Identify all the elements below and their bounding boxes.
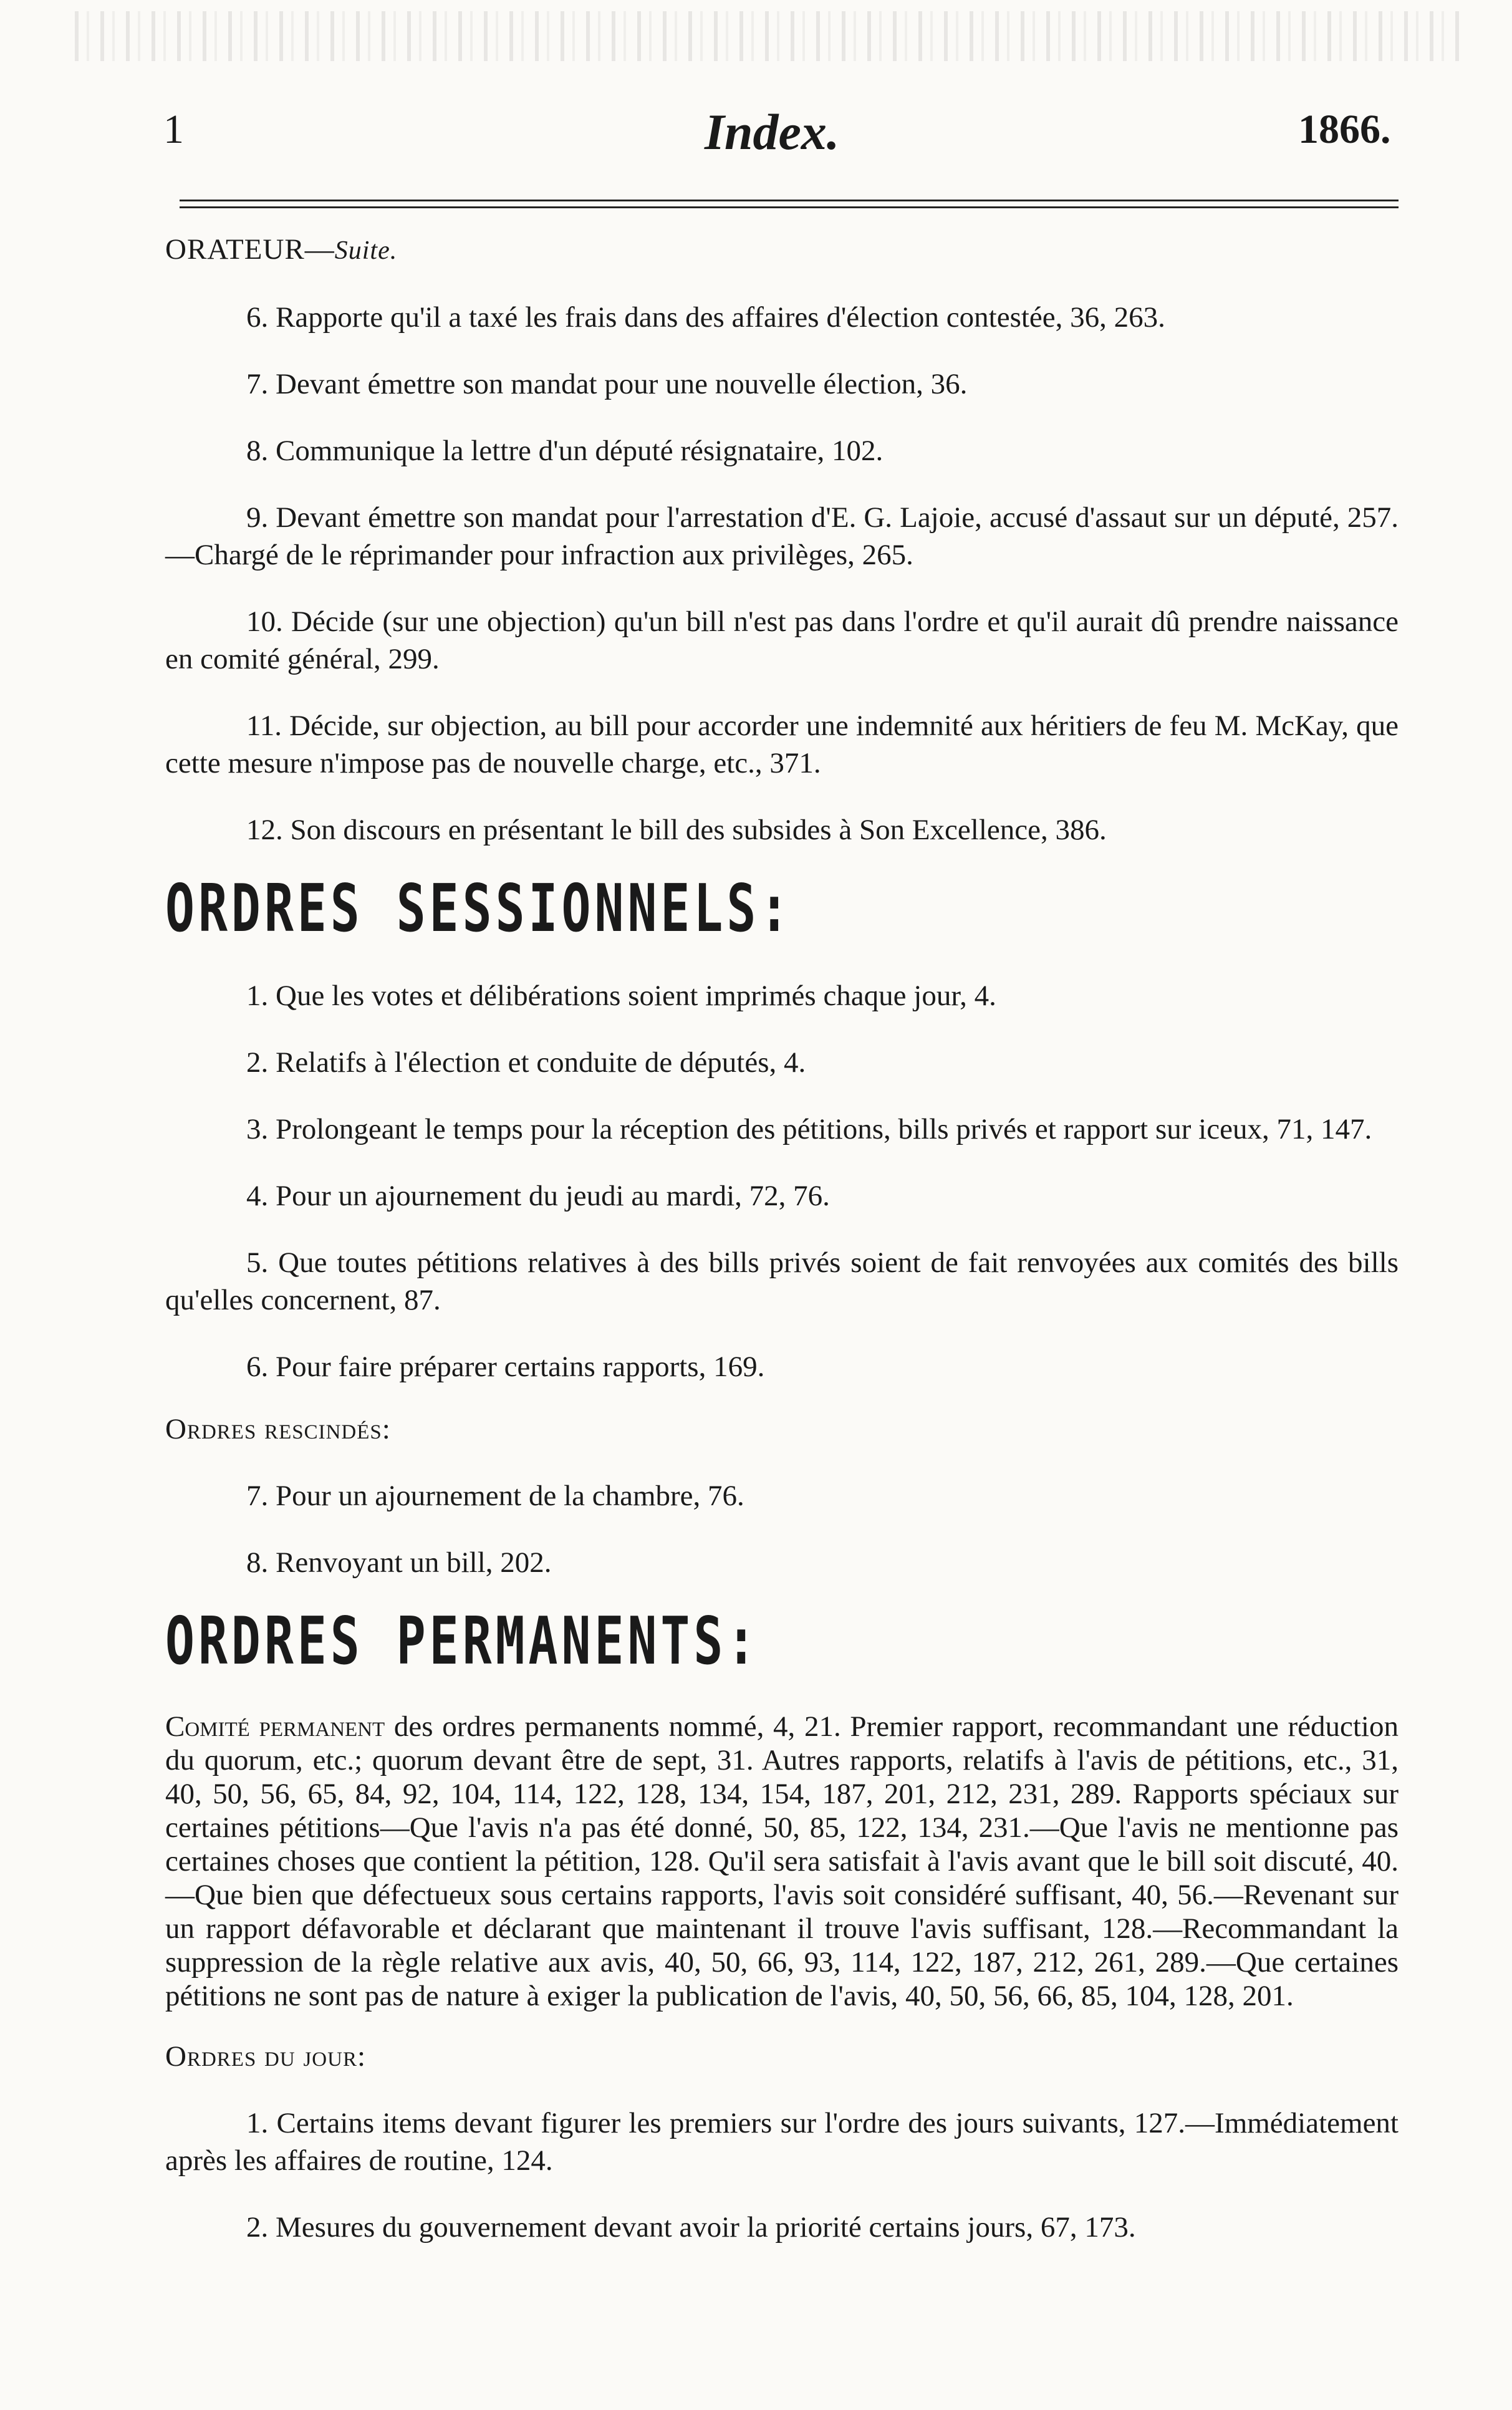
list-item: 7. Pour un ajournement de la chambre, 76. (246, 1480, 744, 1512)
section-heading: ORDRES SESSIONNELS: (165, 870, 793, 947)
list-item: 5. Que toutes pétitions relatives à des bills privés soient de fait renvoyées aux comités des bills qu'elles concernent, 87. (165, 1246, 1399, 1316)
list-item: 1. Certains items devant figurer les premiers sur l'ordre des jours suivants, 127.—Immédiatement après les affaires de routine, 124. (165, 2107, 1399, 2177)
list-item: 2. Relatifs à l'élection et conduite de députés, 4. (246, 1046, 806, 1079)
continued-heading: ORATEUR—Suite. (165, 233, 398, 266)
page-title: Index. (705, 104, 840, 160)
subheading: Ordres du jour: (165, 2040, 367, 2073)
list-item: 4. Pour un ajournement du jeudi au mardi, 72, 76. (246, 1180, 830, 1212)
list-item: 2. Mesures du gouvernement devant avoir la priorité certains jours, 67, 173. (246, 2211, 1136, 2244)
list-item: 6. Pour faire préparer certains rapports, 169. (246, 1351, 765, 1383)
bleed-through-noise (75, 11, 1459, 61)
list-item: 3. Prolongeant le temps pour la réception des pétitions, bills privés et rapport sur iceux, 71, 147. (246, 1113, 1372, 1145)
list-item: 7. Devant émettre son mandat pour une nouvelle élection, 36. (246, 368, 968, 400)
list-item: 9. Devant émettre son mandat pour l'arrestation d'E. G. Lajoie, accusé d'assaut sur un député, 257.—Chargé de le réprimander pour infraction aux privilèges, 265. (165, 501, 1399, 571)
header-rule-bottom (180, 206, 1399, 208)
list-item: 6. Rapporte qu'il a taxé les frais dans des affaires d'élection contestée, 36, 263. (246, 301, 1165, 334)
index-body (165, 231, 1399, 2270)
list-item: 8. Communique la lettre d'un député résignataire, 102. (246, 435, 884, 467)
header-rule-top (180, 200, 1399, 201)
list-item: 11. Décide, sur objection, au bill pour accorder une indemnité aux héritiers de feu M. McKay, que cette mesure n'impose pas de nouvelle charge, etc., 371. (165, 710, 1399, 779)
list-item: 12. Son discours en présentant le bill des subsides à Son Excellence, 386. (246, 814, 1107, 846)
list-item: 1. Que les votes et délibérations soient imprimés chaque jour, 4. (246, 980, 996, 1012)
page-number: 1 (163, 107, 184, 152)
paragraph: Comité permanent des ordres permanents nommé, 4, 21. Premier rapport, recommandant une réduction du quorum, etc.; quorum devant être de sept, 31. Autres rapports, relatifs à l'avis de pétitions, etc., 31, 40, 50, 56, 65, 84, 92, 104, 114, 122, 128, 134, 154, 187, 201, 212, 231, 289. Rapports spéciaux sur certaines pétitions—Que l'avis n'a pas été donné, 50, 85, 122, 134, 231.—Que l'avis ne mentionne pas certaines choses que contient la pétition, 128. Qu'il sera satisfait à l'avis avant que le bill soit discuté, 40.—Que bien que défectueux sous certains rapports, l'avis soit considéré suffisant, 40, 56.—Revenant sur un rapport défavorable et déclarant que maintenant il trouve l'avis suffisant, 128.—Recommandant la suppression de la règle relative aux avis, 40, 50, 66, 93, 114, 122, 187, 212, 261, 289.—Que certaines pétitions ne sont pas de nature à exiger la publication de l'avis, 40, 50, 56, 66, 85, 104, 128, 201. (165, 1710, 1399, 2012)
section-heading: ORDRES PERMANENTS: (165, 1603, 760, 1680)
list-item: 8. Renvoyant un bill, 202. (246, 1546, 552, 1579)
subheading: Ordres rescindés: (165, 1413, 391, 1445)
list-item: 10. Décide (sur une objection) qu'un bill n'est pas dans l'ordre et qu'il aurait dû prendre naissance en comité général, 299. (165, 605, 1399, 675)
page-year: 1866. (1298, 107, 1391, 152)
